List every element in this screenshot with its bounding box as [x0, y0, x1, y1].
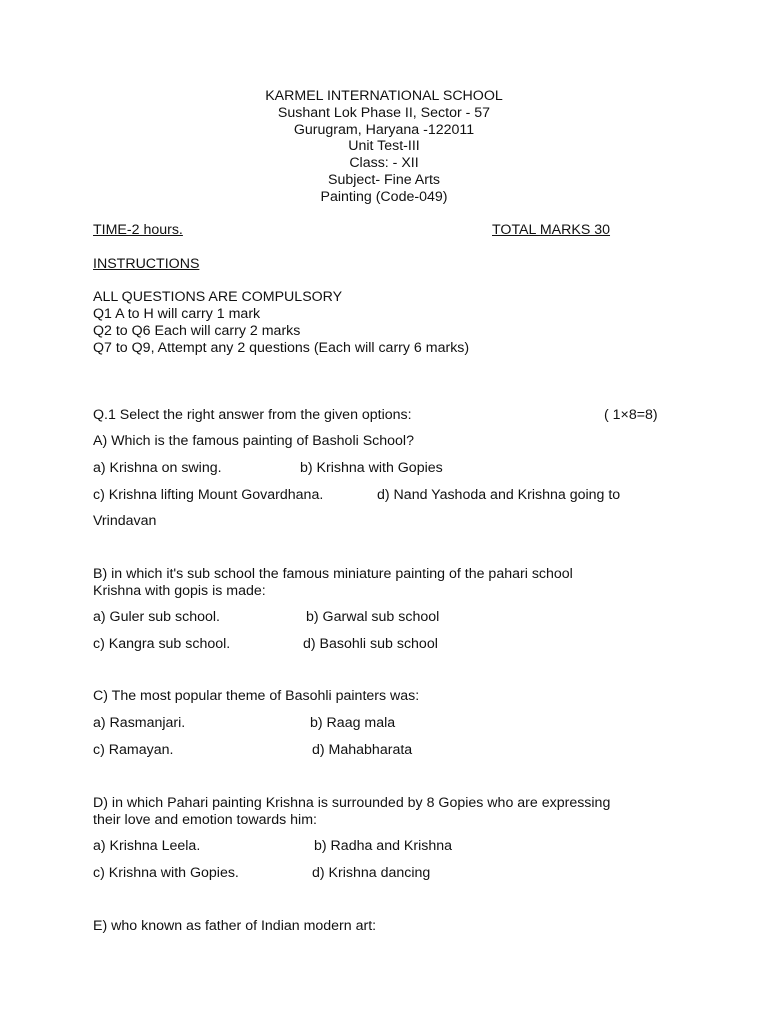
instructions-heading: INSTRUCTIONS — [93, 256, 200, 272]
option-d-continued: Vrindavan — [93, 513, 157, 529]
school-address-line2: Gurugram, Haryana -122011 — [293, 122, 475, 138]
instruction-line: Q2 to Q6 Each will carry 2 marks — [93, 323, 301, 339]
option-a: a) Guler sub school. — [93, 609, 220, 625]
option-b: b) Krishna with Gopies — [300, 460, 443, 476]
option-c: c) Krishna lifting Mount Govardhana. — [93, 487, 324, 503]
instruction-line: Q7 to Q9, Attempt any 2 questions (Each will carry 6 marks) — [93, 340, 470, 356]
question-d-line2: their love and emotion towards him: — [93, 812, 317, 828]
option-a: a) Krishna Leela. — [93, 838, 201, 854]
instruction-line: Q1 A to H will carry 1 mark — [93, 306, 261, 322]
question-d-line1: D) in which Pahari painting Krishna is surrounded by 8 Gopies who are expressing — [93, 795, 611, 811]
subject-label: Subject- Fine Arts — [328, 172, 440, 188]
option-c: c) Ramayan. — [93, 742, 174, 758]
school-address-line1: Sushant Lok Phase II, Sector - 57 — [277, 105, 491, 121]
time-label: TIME-2 hours. — [93, 222, 183, 238]
school-name: KARMEL INTERNATIONAL SCHOOL — [265, 88, 503, 104]
option-a: a) Krishna on swing. — [93, 460, 222, 476]
option-b: b) Garwal sub school — [306, 609, 440, 625]
option-a: a) Rasmanjari. — [93, 715, 186, 731]
test-title: Unit Test-III — [348, 138, 420, 154]
question-b-line1: B) in which it's sub school the famous miniature painting of the pahari school — [93, 566, 573, 582]
class-label: Class: - XII — [349, 155, 419, 171]
option-b: b) Radha and Krishna — [314, 838, 453, 854]
paper-label: Painting (Code-049) — [320, 189, 448, 205]
option-b: b) Raag mala — [310, 715, 396, 731]
total-marks-label: TOTAL MARKS 30 — [492, 222, 611, 238]
option-d: d) Krishna dancing — [312, 865, 431, 881]
question-e: E) who known as father of Indian modern art: — [93, 918, 377, 934]
option-c: c) Krishna with Gopies. — [93, 865, 239, 881]
q1-heading: Q.1 Select the right answer from the given options: — [93, 407, 412, 423]
option-d: d) Basohli sub school — [303, 636, 438, 652]
instruction-line: ALL QUESTIONS ARE COMPULSORY — [93, 289, 343, 305]
question-a: A) Which is the famous painting of Basholi School? — [93, 433, 414, 449]
option-d: d) Nand Yashoda and Krishna going to — [377, 487, 621, 503]
question-b-line2: Krishna with gopis is made: — [93, 583, 266, 599]
option-c: c) Kangra sub school. — [93, 636, 231, 652]
q1-marks: ( 1×8=8) — [604, 407, 658, 423]
option-d: d) Mahabharata — [312, 742, 413, 758]
question-c: C) The most popular theme of Basohli painters was: — [93, 688, 420, 704]
